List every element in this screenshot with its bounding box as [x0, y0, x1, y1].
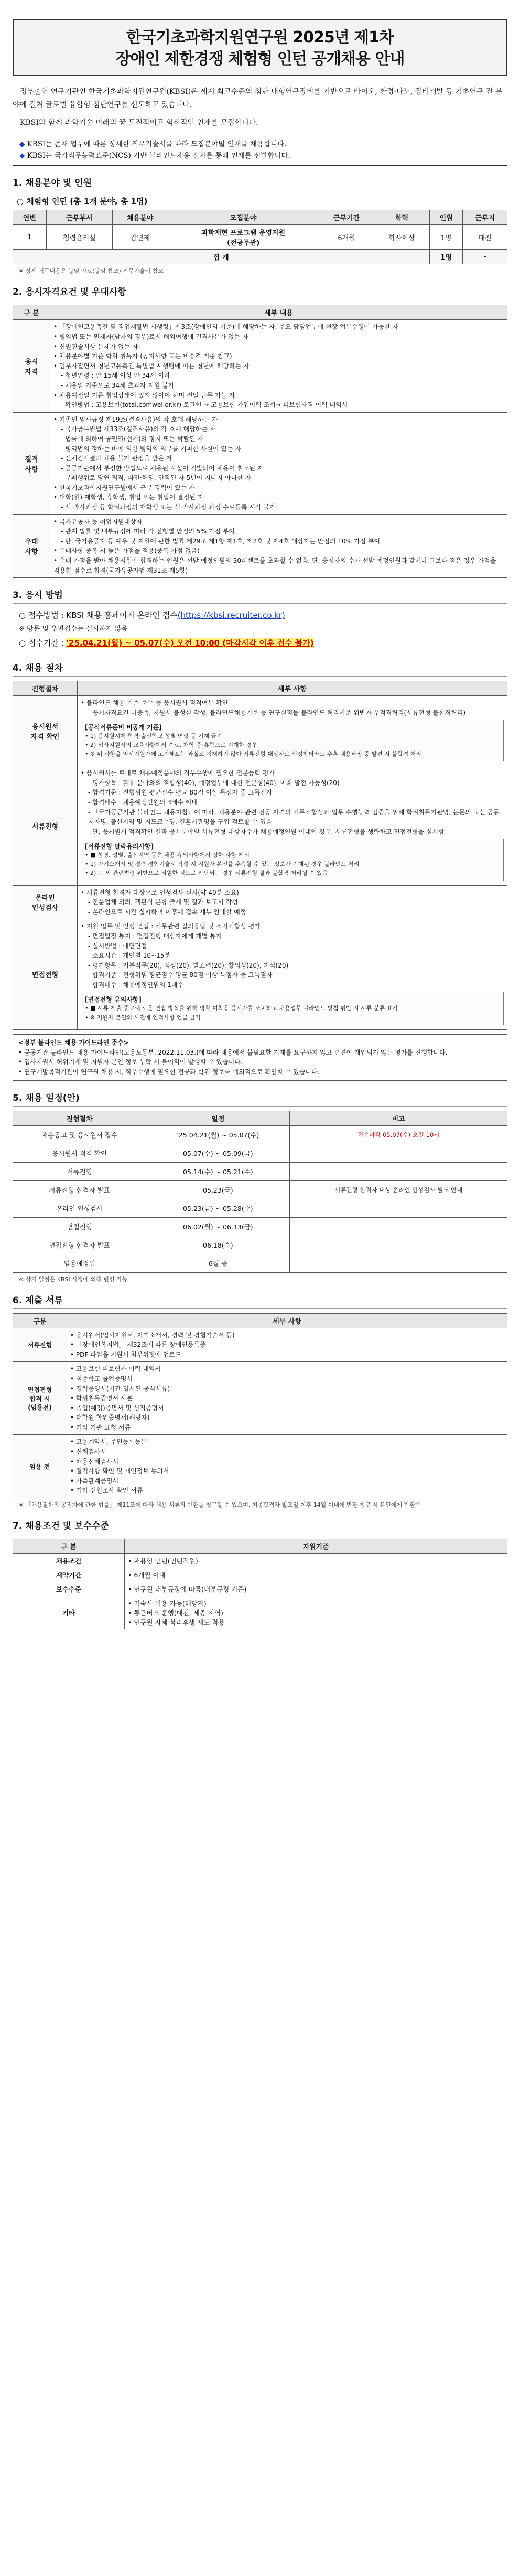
th-step-details: 세부 사항: [78, 681, 507, 695]
list-item: - 단, 국가유공자 등 예우 및 지원에 관한 법률 제29조 제1항 제1호, 제2호 및 제4호 대상자는 만점의 10% 가점 부여: [61, 537, 381, 545]
table-row: 응시원서 자격 확인 • 블라인드 채용 기준 준수 등 응시원서 적격여부 확인 - 응시자격요건 미충족, 지원서 불성실 작성, 블라인드채용기준 등 연구실적물 블라인드 처리기준 위반자 부적격처리(서류전형 불합격처리) [공식서류준비 비공개 기준] • 1) 응시원서에 학력·출신학교·성별·연령 등 기재 금지 • 2) 입사지원서의 교육사항에서 수료, 재학 중·휴학으로 기재한 경우 • ※ 위 사항을 임시지원자에 고지해도는 과실로 기재하지 않아 서류전형 대상자로 선정하더라도 추후 채용과정 중 발견 시 불합격 처리: [13, 695, 507, 766]
notice-box-2: [서류전형 탈락유의사항] • ■ 성명, 성별, 출신지역 등은 채용 유의사항에서 정한 사항 제외 • 1) 자기소개서 및 경력·경험기술서 작성 시 지원자 본인을 추측할 수 있는 정보가 기재된 경우 블라인드 처리 • 2) 그 외 관련법령 위반으로 지원한 것으로 판단되는 경우 서류전형 결과 불합격 처리될 수 있음: [81, 839, 504, 881]
list-item: • 한국기초과학지원연구원에서 근무 경력이 있는 자: [53, 484, 195, 491]
title-line-1: 한국기초과학지원연구원 2025년 제1차: [126, 28, 394, 47]
list-item: - 병역법의 정하는 바에 의한 병역의 의무를 기피한 사실이 있는 자: [61, 445, 241, 453]
list-item: • ■ 성명, 성별, 출신지역 등은 채용 유의사항에서 정한 사항 제외: [85, 852, 250, 859]
table-cell: 면접전형 합격자 발표: [13, 1236, 146, 1254]
list-item: • 공공기관 블라인드 채용 가이드라인(고용노동부, 2022.11.03.)에 따라 채용에서 불필요한 기재를 요구하지 않고 편견이 개입되지 않는 평가를 진행합니다.: [18, 1048, 448, 1056]
list-item: - 확인방법 : 고용보험(total.comwel.or.kr) 로그인 → 고용보험 가입이력 조회→ 피보험자격 이력 내역서: [61, 401, 348, 409]
section-1-subtitle: ○ 체험형 인턴 (총 1개 분야, 총 1명): [17, 197, 148, 207]
table-cell: 6월 중: [146, 1254, 290, 1272]
table-row: 면접전형 • 지원 업무 및 인성 면접 : 직무관련 질의응답 및 조직적합성 평가 - 면접일정 통지 : 면접전형 대상자에게 개별 통지 - 실시방법 : 대면면접 - 소요시간 : 개인별 10~15분 - 평가항목 : 기본직무(20), 적성(20), 발표력(20), 창의성(20), 지식(20) - 합격기준 : 전형위원 평균점수 평균 80점 이상 득점자 중 고득점자 - 합격배수 : 채용예정인원의 1배수 [면접전형 유의사항] • ■ 서류 제출 중 자유로운 면접 방식을 위해 명찰 미착용 응시자를 조치하고 채용업무 블라인드 방침 위반 시 서류 분류 표기 • ※ 지원자 본인의 사전에 인적사항 언급 금지: [13, 919, 507, 1029]
list-item: • 「장애인복지법」 제32조에 따른 장애인등록증: [70, 1341, 206, 1349]
table-row: [13, 1217, 507, 1236]
table-cell: 접수마감 05.07(수) 오전 10시: [290, 1125, 507, 1144]
list-item: • 결격사항 확인 및 개인정보 동의서: [70, 1467, 169, 1475]
list-item: • 신원진술서상 문제가 없는 자: [53, 342, 138, 350]
table-row: [13, 1199, 507, 1217]
table-cell: 05.14(수) ~ 05.21(수): [146, 1162, 290, 1180]
disqualification-list: [53, 415, 504, 512]
table-cell: 서류전형: [13, 1162, 146, 1180]
intro-paragraph: 정부출연 연구기관인 한국기초과학지원연구원(KBSI)은 세계 최고수준의 첨단 대형연구장비를 기반으로 바이오, 환경·나노, 장비개발 등 기초연구 전 분야에 걸쳐 글로벌 융합형 첨단연구를 선도하고 있습니다.: [13, 88, 503, 109]
list-item: • 대학원 학위증명서(해당자): [70, 1414, 150, 1422]
table-cell: 05.23(금): [146, 1180, 290, 1199]
list-item: • 채용분야별 기준 학위 취득자 (공지사항 또는 비승격 기준 참고): [53, 352, 232, 360]
list-item: • PDF 파일을 지원서 첨부위젯에 업로드: [70, 1350, 181, 1358]
th-category: 구 분: [13, 305, 50, 320]
list-item: - 평가항목 : 기본직무(20), 적성(20), 발표력(20), 창의성(20), 지식(20): [88, 961, 289, 969]
list-item: - 「국가공공기관 블라인드 채용지침」에 따라, 채용분야 관련 전공 자격의 직무적합성과 업무 수행능력 검증을 위해 학위취득기관명, 논문의 교신 공동저자명, 출신지역 및 지도교수명, 결혼기관명을 구입 검토할 수 있음: [88, 808, 500, 826]
section-3-title: 3. 응시 방법: [13, 587, 507, 604]
list-item: - 합격기준 : 전형위원 평균점수 평균 80점 이상 득점자 중 고득점자: [88, 789, 273, 797]
list-item: • 우대사항 중복 시 높은 가점을 적용(중복 가점 없음): [53, 547, 200, 555]
table-row: [13, 1254, 507, 1272]
table-cell: [290, 1144, 507, 1162]
table-row: 우대 사항 • 국가유공자 등 취업지원대상자 - 관계 법률 및 내부규정에 따라 각 전형별 만점의 5% 가점 부여 - 단, 국가유공자 등 예우 및 지원에 관한 법률 제29조 제1항 제1호, 제2호 및 제4호 대상자는 만점의 10% 가점 부여 • 우대사항 중복 시 높은 가점을 적용(중복 가점 없음) • 우대 가점을 받아 채용시험에 합격하는 인원은 선발 예정인원의 30퍼센트를 초과할 수 없음. 단, 응시자의 수가 선발 예정인원과 같거나 그보다 적은 경우 가점을 적용한 점수로 합격(국가유공자법 제31조 제5항): [13, 514, 507, 578]
list-item: • 경력증명서(기간 명시된 공식서류): [70, 1384, 170, 1392]
section-1-title: 1. 채용분야 및 인원: [13, 175, 507, 191]
table-cell: [290, 1199, 507, 1217]
th-dept: 근무부서: [46, 210, 112, 225]
th-field: 채용분야: [113, 210, 168, 225]
list-item: - 온라인으로 시간 실시하며 이후에 접속 세부 안내할 예정: [88, 908, 246, 916]
recruitment-notice-page: [13, 0, 507, 1650]
table-row: 응시 자격 • 「장애인고용촉진 및 직업재활법 시행령」제3조(장애인의 기준)에 해당하는 자, 주요 담당업무에 현장 업무수행이 가능한 자 • 병역법 또는 면제자(남자의 경우)로서 해외여행에 결격사유가 없는 자 • 신원진술서상 문제가 없는 자 • 채용분야별 기준 학위 취득자 (공지사항 또는 비승격 기준 참고) • 임무자질면서 청년고용촉진 특별법 시행령에 따른 청년에 해당하는 자 - 청년연령 : 만 15세 이상 만 34세 이하 - 채용일 기준으로 34세 초과자 지원 불가 • 채용예정일 기준 취업상태에 있지 않아야 하며 전일 근무 가능 자 - 확인방법 : 고용보험(total.comwel.or.kr) 로그인 → 고용보험 가입이력 조회→ 피보험자격 이력 내역서: [13, 320, 507, 412]
table-cell: 채용조건: [13, 1554, 125, 1568]
list-item: - 청년연령 : 만 15세 이상 만 34세 이하: [61, 372, 170, 380]
list-item: - 실시방법 : 대면면접: [88, 942, 147, 950]
th-edu: 학력: [374, 210, 430, 225]
list-item: • 국가유공자 등 취업지원대상자: [53, 518, 143, 525]
application-method: ○ 접수방법 : KBSI 채용 홈페이지 온라인 접수(https://kbsi.recruiter.co.kr) ※ 방문 및 우편접수는 실시하지 않음 ○ 접수기간 : '25.04.21(월) ~ 05.07(수) 오전 10:00 (마감시각 이후 접수 불가): [19, 610, 314, 648]
list-item: - 응시자격요건 미충족, 지원서 불성실 작성, 블라인드채용기준 등 연구실적물 블라인드 처리기준 위반자 부적격처리(서류전형 불합격처리): [88, 709, 466, 716]
notice-box-3: [면접전형 유의사항] • ■ 서류 제출 중 자유로운 면접 방식을 위해 명찰 미착용 응시자를 조치하고 채용업무 블라인드 방침 위반 시 서류 분류 표기 • ※ 지원자 본인의 사전에 인적사항 언급 금지: [81, 992, 504, 1025]
table-cell: [290, 1217, 507, 1236]
list-item: • 학위취득증명서 사본: [70, 1394, 133, 1402]
list-item: • ※ 지원자 본인의 사전에 인적사항 언급 금지: [85, 1014, 201, 1021]
title-line-2: 장애인 제한경쟁 체험형 인턴 공개채용 안내: [115, 49, 405, 68]
list-item: - 면접일정 통지 : 면접전형 대상자에게 개별 통지: [88, 932, 222, 940]
list-item: - 국가공무원법 제33조(결격사유)의 각 호에 해당하는 자: [61, 425, 216, 433]
table-cell: 채용공고 및 응시원서 접수: [13, 1125, 146, 1144]
list-item: - 부패행위로 당연 퇴직, 파면·해임, 면직된 자 5년이 지나지 아니한 자: [61, 474, 251, 482]
table-row: [13, 1144, 507, 1162]
bullet-icon: ◆: [19, 152, 27, 160]
list-item: • ※ 위 사항을 임시지원자에 고지해도는 과실로 기재하지 않아 서류전형 대상자로 선정하더라도 추후 채용과정 중 발견 시 불합격 처리: [85, 750, 421, 758]
conditions-table: 구 분 지원기준 채용조건 • 채용형 인턴(인턴직원) 계약기간 • 6개월 이내 보수수준 • 연구원 내부규정에 따름(내부규정 기준) 기타 • 기숙사 이용 가능(해당자) • 통근버스 운행(대전, 세종 지역) • 연구원 자체 복리후생 제도 적용: [13, 1539, 507, 1629]
list-item: • 입사지원서 허위기재 및 지원자 본인 정보 누락 시 불이익이 발생할 수 있습니다.: [18, 1058, 243, 1066]
list-item: • 2) 그 외 관련법령 위반으로 지원한 것으로 판단되는 경우 서류전형 결과 불합격 처리될 수 있음: [85, 870, 328, 877]
list-item: • 블라인드 채용 기준 준수 등 응시원서 적격여부 확인: [81, 699, 229, 706]
table-cell: 05.07(수) ~ 05.09(금): [146, 1144, 290, 1162]
section-2-title: 2. 응시자격요건 및 우대사항: [13, 284, 507, 300]
total-row: 합 계 1명 -: [13, 250, 507, 264]
list-item: • 졸업(예정)증명서 및 성적증명서: [70, 1404, 164, 1412]
table-cell: 면접전형: [13, 1217, 146, 1236]
schedule-rows: [13, 1125, 507, 1272]
list-item: • 우대 가점을 받아 채용시험에 합격하는 인원은 선발 예정인원의 30퍼센트를 초과할 수 없음. 단, 응시자의 수가 선발 예정인원과 같거나 그보다 적은 경우 가점을 적용한 점수로 합격(국가유공자법 제31조 제5항): [53, 557, 496, 574]
notice-box-1: [공식서류준비 비공개 기준] • 1) 응시원서에 학력·출신학교·성별·연령 등 기재 금지 • 2) 입사지원서의 교육사항에서 수료, 재학 중·휴학으로 기재한 경우 • ※ 위 사항을 임시지원자에 고지해도는 과실로 기재하지 않아 서류전형 대상자로 선정하더라도 추후 채용과정 중 발견 시 불합격 처리: [81, 720, 504, 761]
list-item: • 1) 응시원서에 학력·출신학교·성별·연령 등 기재 금지: [85, 733, 222, 740]
table-cell: 06.02(월) ~ 06.13(금): [146, 1217, 290, 1236]
process-table: [13, 681, 507, 1030]
list-item: - 법률에 의하여 공민권(선거)의 정지 또는 박탈된 자: [61, 435, 204, 443]
list-item: • 채용신체검사서: [70, 1457, 119, 1465]
list-item: • 2) 입사지원서의 교육사항에서 수료, 재학 중·휴학으로 기재한 경우: [85, 742, 258, 749]
table-cell: 온라인 인성검사: [13, 1199, 146, 1217]
table-cell: 임용예정일: [13, 1254, 146, 1272]
section-1-note: ※ 상세 직무내용은 붙임 자료(붙임 참조) 직무기술서 참조: [19, 267, 164, 275]
list-item: • 응시원서를 토대로 채용예정분야의 직무수행에 필요한 전문능력 평가: [81, 769, 275, 777]
list-item: • 「장애인고용촉진 및 직업재활법 시행령」제3조(장애인의 기준)에 해당하는 자, 주요 담당업무에 현장 업무수행이 가능한 자: [53, 323, 398, 331]
table-cell: • 연구원 내부규정에 따름(내부규정 기준): [125, 1582, 507, 1596]
list-item: - 채용일 기준으로 34세 초과자 지원 불가: [61, 381, 175, 389]
table-cell: [290, 1162, 507, 1180]
table-cell: 기타: [13, 1596, 125, 1629]
list-item: - 관계 법률 및 내부규정에 따라 각 전형별 만점의 5% 가점 부여: [61, 528, 235, 535]
section-5-title: 5. 채용 일정(안): [13, 1090, 507, 1107]
documents-table: 구분 세부 사항 서류전형 • 응시원서(입사지원서, 자기소개서, 경력 및 경험기술서 등) • 「장애인복지법」 제32조에 따른 장애인등록증 • PDF 파일을 지원서 첨부위젯에 업로드 면접전형 합격 시 (임용전) • 고용보험 피보험자 이력 내역서 • 최종학교 졸업증명서 • 경력증명서(기간 명시된 공식서류) • 학위취득증명서 사본 • 졸업(예정)증명서 및 성적증명서 • 대학원 학위증명서(해당자) • 기타 기관 요청 서류 임용 전 • 고용계약서, 주민등록등본 • 신체검사서 • 채용신체검사서 • 결격사항 확인 및 개인정보 동의서 • 가족관계증명서 • 기타 신원조사 확인 서류: [13, 1313, 507, 1499]
table-cell: 서류전형 합격자 발표: [13, 1180, 146, 1199]
list-item: - 단, 응시원서 적격확인 결과 응시분야별 서류전형 대상자수가 채용예정인원 이내인 경우, 서류전형을 생략하고 면접전형을 실시함: [88, 828, 445, 835]
list-item: • 대학(원) 재학생, 휴학생, 취업 또는 취업이 결정된 자: [53, 493, 204, 501]
table-cell: [290, 1236, 507, 1254]
section-5-note: ※ 상기 일정은 KBSI 사정에 의해 변경 가능: [19, 1275, 128, 1283]
list-item: - 소요시간 : 개인별 10~15분: [88, 952, 170, 960]
table-row: [13, 1568, 507, 1582]
table-row: 1 청렴윤리실 감면제 과학재현 프로그램 운영지원 (전공무관) 6개월 학사이상 1명 대전: [13, 225, 507, 250]
table-row: 서류전형 • 응시원서를 토대로 채용예정분야의 직무수행에 필요한 전문능력 평가 - 평가항목 : 활용 분야와의 적합성(40), 예정업무에 대한 전문성(40), 미래 발전 가능성(20) - 합격기준 : 전형위원 평균점수 평균 80점 이상 득점자 중 고득점자 - 합격배수 : 채용예정인원의 3배수 이내 - 「국가공공기관 블라인드 채용지침」에 따라, 채용분야 관련 전공 자격의 직무적합성과 업무 수행능력 검증을 위해 학위취득기관명, 논문의 교신 공동저자명, 출신지역 및 지도교수명, 결혼기관명을 구입 검토할 수 있음 - 단, 응시원서 적격확인 결과 응시분야별 서류전형 대상자수가 채용예정인원 이내인 경우, 서류전형을 생략하고 면접전형을 실시함 [서류전형 탈락유의사항] • ■ 성명, 성별, 출신지역 등은 채용 유의사항에서 정한 사항 제외 • 1) 자기소개서 및 경력·경험기술서 작성 시 지원자 본인을 추측할 수 있는 정보가 기재된 경우 블라인드 처리 • 2) 그 외 관련법령 위반으로 지원한 것으로 판단되는 경우 서류전형 결과 불합격 처리될 수 있음: [13, 766, 507, 885]
qualification-list: [53, 322, 504, 410]
positions-table: [13, 210, 507, 264]
list-item: • 가족관계증명서: [70, 1477, 119, 1485]
list-item: • ■ 서류 제출 중 자유로운 면접 방식을 위해 명찰 미착용 응시자를 조치하고 채용업무 블라인드 방침 위반 시 서류 분류 표기: [85, 1005, 398, 1012]
list-item: • 신체검사서: [70, 1448, 106, 1456]
schedule-table: 전형절차 일정 비고 채용공고 및 응시원서 접수 '25.04.21(월) ~ 05.07(수) 접수마감 05.07(수) 오전 10시 응시원서 적격 확인 05.07(수) ~ 05.09(금) 서류전형 05.14(수) ~ 05.21(수) 서류전형 합격자 발표 05.23(금) 서류전형 합격자 대상 온라인 인성검사 별도 안내 온라인 인성검사 05.23(금) ~ 05.28(수) 면접전형 06.02(월) ~ 06.13(금) 면접전형 합격자 발표 06.18(수) 임용예정일 6월 중: [13, 1111, 507, 1273]
list-item: • 연구개발목적기관이 연구원 채용 시, 직무수행에 필요한 전공과 학위 정보를 예외적으로 확인할 수 있습니다.: [18, 1068, 320, 1076]
table-row: [13, 1162, 507, 1180]
qualifications-table: [13, 305, 507, 578]
list-item: • 채용예정일 기준 취업상태에 있지 않아야 하며 전일 근무 가능 자: [53, 391, 235, 399]
bullet-icon: ◆: [19, 139, 27, 148]
preference-list: [53, 517, 504, 576]
table-cell: 응시원서 적격 확인: [13, 1144, 146, 1162]
title-box: [13, 19, 507, 76]
table-row: [13, 1236, 507, 1254]
blind-guideline-box: <정부 블라인드 채용 가이드라인 준수> • 공공기관 블라인드 채용 가이드라인(고용노동부, 2022.11.03.)에 따라 채용에서 불필요한 기재를 요구하지 않고 편견이 개입되지 않는 평가를 진행합니다. • 입사지원서 허위기재 및 지원자 본인 정보 누락 시 불이익이 발생할 수 있습니다. • 연구개발목적기관이 연구원 채용 시, 직무수행에 필요한 전공과 학위 정보를 예외적으로 확인할 수 있습니다.: [13, 1034, 507, 1081]
deadline-text: '25.04.21(월) ~ 05.07(수) 오전 10:00 (마감시각 이후 접수 불가): [66, 638, 314, 648]
th-step: 전형절차: [13, 681, 78, 695]
recruit-site-link[interactable]: (https://kbsi.recruiter.co.kr): [177, 610, 285, 620]
section-6-note: ※ 「채용절차의 공정화에 관한 법률」 제11조에 따라 채용 서류의 반환을 청구할 수 있으며, 최종합격자 발표일 이후 14일 이내에 반환 청구 시 본인에게 반환함: [19, 1501, 421, 1509]
list-item: - 합격기준 : 전형위원 평균점수 평균 80점 이상 득점자 중 고득점자: [88, 971, 273, 979]
section-7-title: 7. 채용조건 및 보수수준: [13, 1518, 507, 1534]
list-item: - 평가항목 : 활용 분야와의 적합성(40), 예정업무에 대한 전문성(40), 미래 발전 가능성(20): [88, 779, 340, 787]
list-item: • 기존인 임사규정 제19조(결격사유)의 각 호에 해당하는 자: [53, 415, 218, 423]
list-item: • 고용보험 피보험자 이력 내역서: [70, 1365, 161, 1373]
notice-line: ◆ KBSI는 존재 업무에 따른 상세한 직무기술서를 따라 모집분야별 인재를 채용합니다.: [19, 139, 287, 148]
list-item: - 전문업체 의뢰, 객관식 문항 출제 및 결과 보고서 작성: [88, 898, 238, 906]
table-cell: • 기숙사 이용 가능(해당자) • 통근버스 운행(대전, 세종 지역) • 연구원 자체 복리후생 제도 적용: [125, 1596, 507, 1629]
th-area: 모집분야: [168, 210, 319, 225]
table-row: [13, 1125, 507, 1144]
section-4-title: 4. 채용 절차: [13, 660, 507, 677]
notice-box: [13, 135, 507, 166]
conditions-rows: [13, 1554, 507, 1629]
table-row: 결격 사항 • 기존인 임사규정 제19조(결격사유)의 각 호에 해당하는 자 - 국가공무원법 제33조(결격사유)의 각 호에 해당하는 자 - 법률에 의하여 공민권(선거)의 정지 또는 박탈된 자 - 병역법의 정하는 바에 의한 병역의 의무를 기피한 사실이 있는 자 - 신체검사결과 채용 불가 판정을 받은 자 - 공공기관에서 부정한 방법으로 채용된 사실이 적발되어 채용이 취소된 자 - 부패행위로 당연 퇴직, 파면·해임, 면직된 자 5년이 지나지 아니한 자 • 한국기초과학지원연구원에서 근무 경력이 있는 자 • 대학(원) 재학생, 휴학생, 취업 또는 취업이 결정된 자 - 석·박사과정 등 학위과정의 재학생 또는 석·박사과정 과정 수료등록 시작 불가: [13, 412, 507, 514]
list-item: - 합격배수 : 채용예정인원의 1배수: [88, 981, 183, 989]
notice-line: ◆ KBSI는 국가직무능력표준(NCS) 기반 블라인드채용 절차를 통해 인재를 선발합니다.: [19, 152, 290, 160]
table-cell: • 6개월 이내: [125, 1568, 507, 1582]
list-item: • 최종학교 졸업증명서: [70, 1375, 133, 1382]
table-row: [13, 1582, 507, 1596]
table-cell: 06.18(수): [146, 1236, 290, 1254]
table-cell: 계약기간: [13, 1568, 125, 1582]
list-item: - 공공기관에서 부정한 방법으로 채용된 사실이 적발되어 채용이 취소된 자: [61, 464, 264, 472]
table-row: 온라인 인성검사 • 서류전형 합격자 대상으로 인성검사 실시(약 40분 소요) - 전문업체 의뢰, 객관식 문항 출제 및 결과 보고서 작성 - 온라인으로 시간 실시하며 이후에 접속 세부 안내할 예정: [13, 885, 507, 919]
th-count: 인원: [429, 210, 463, 225]
table-cell: 보수수준: [13, 1582, 125, 1596]
list-item: - 합격배수 : 채용예정인원의 3배수 이내: [88, 799, 198, 807]
section-6-title: 6. 제출 서류: [13, 1293, 507, 1309]
list-item: - 신체검사결과 채용 불가 판정을 받은 자: [61, 455, 172, 463]
table-row: 면접전형 합격 시 (임용전) • 고용보험 피보험자 이력 내역서 • 최종학교 졸업증명서 • 경력증명서(기간 명시된 공식서류) • 학위취득증명서 사본 • 졸업(예정)증명서 및 성적증명서 • 대학원 학위증명서(해당자) • 기타 기관 요청 서류: [13, 1362, 507, 1435]
list-item: • 임무자질면서 청년고용촉진 특별법 시행령에 따른 청년에 해당하는 자: [53, 362, 250, 370]
intro-paragraph-2: KBSI와 함께 과학기술 미래의 꿈 도전적이고 혁신적인 인재를 모집합니다.: [20, 119, 258, 127]
table-cell: 서류전형 합격자 대상 온라인 인성검사 별도 안내: [290, 1180, 507, 1199]
list-item: • 병역법 또는 면제자(남자의 경우)로서 해외여행에 결격사유가 없는 자: [53, 332, 248, 340]
table-cell: 05.23(금) ~ 05.28(수): [146, 1199, 290, 1217]
list-item: • 1) 자기소개서 및 경력·경험기술서 작성 시 지원자 본인을 추측할 수 있는 정보가 기재된 경우 블라인드 처리: [85, 861, 360, 868]
th-period: 근무기간: [319, 210, 374, 225]
list-item: • 기타 신원조사 확인 서류: [70, 1487, 143, 1495]
list-item: - 석·박사과정 등 학위과정의 재학생 또는 석·박사과정 과정 수료등록 시작 불가: [61, 503, 276, 511]
table-cell: '25.04.21(월) ~ 05.07(수): [146, 1125, 290, 1144]
list-item: • 기타 기관 요청 서류: [70, 1423, 131, 1431]
list-item: • 고용계약서, 주민등록등본: [70, 1438, 147, 1446]
table-cell: • 채용형 인턴(인턴직원): [125, 1554, 507, 1568]
table-row: [13, 1596, 507, 1629]
th-details: 세부 내용: [50, 305, 507, 320]
table-row: [13, 1180, 507, 1199]
table-row: [13, 1554, 507, 1568]
table-row: 서류전형 • 응시원서(입사지원서, 자기소개서, 경력 및 경험기술서 등) • 「장애인복지법」 제32조에 따른 장애인등록증 • PDF 파일을 지원서 첨부위젯에 업로드: [13, 1328, 507, 1362]
list-item: • 지원 업무 및 인성 면접 : 직무관련 질의응답 및 조직적합성 평가: [81, 922, 261, 930]
th-no: 연번: [13, 210, 47, 225]
table-cell: [290, 1254, 507, 1272]
th-location: 근무지: [463, 210, 507, 225]
list-item: • 응시원서(입사지원서, 자기소개서, 경력 및 경험기술서 등): [70, 1331, 235, 1339]
table-row: 임용 전 • 고용계약서, 주민등록등본 • 신체검사서 • 채용신체검사서 • 결격사항 확인 및 개인정보 동의서 • 가족관계증명서 • 기타 신원조사 확인 서류: [13, 1435, 507, 1498]
list-item: • 서류전형 합격자 대상으로 인성검사 실시(약 40분 소요): [81, 888, 239, 896]
